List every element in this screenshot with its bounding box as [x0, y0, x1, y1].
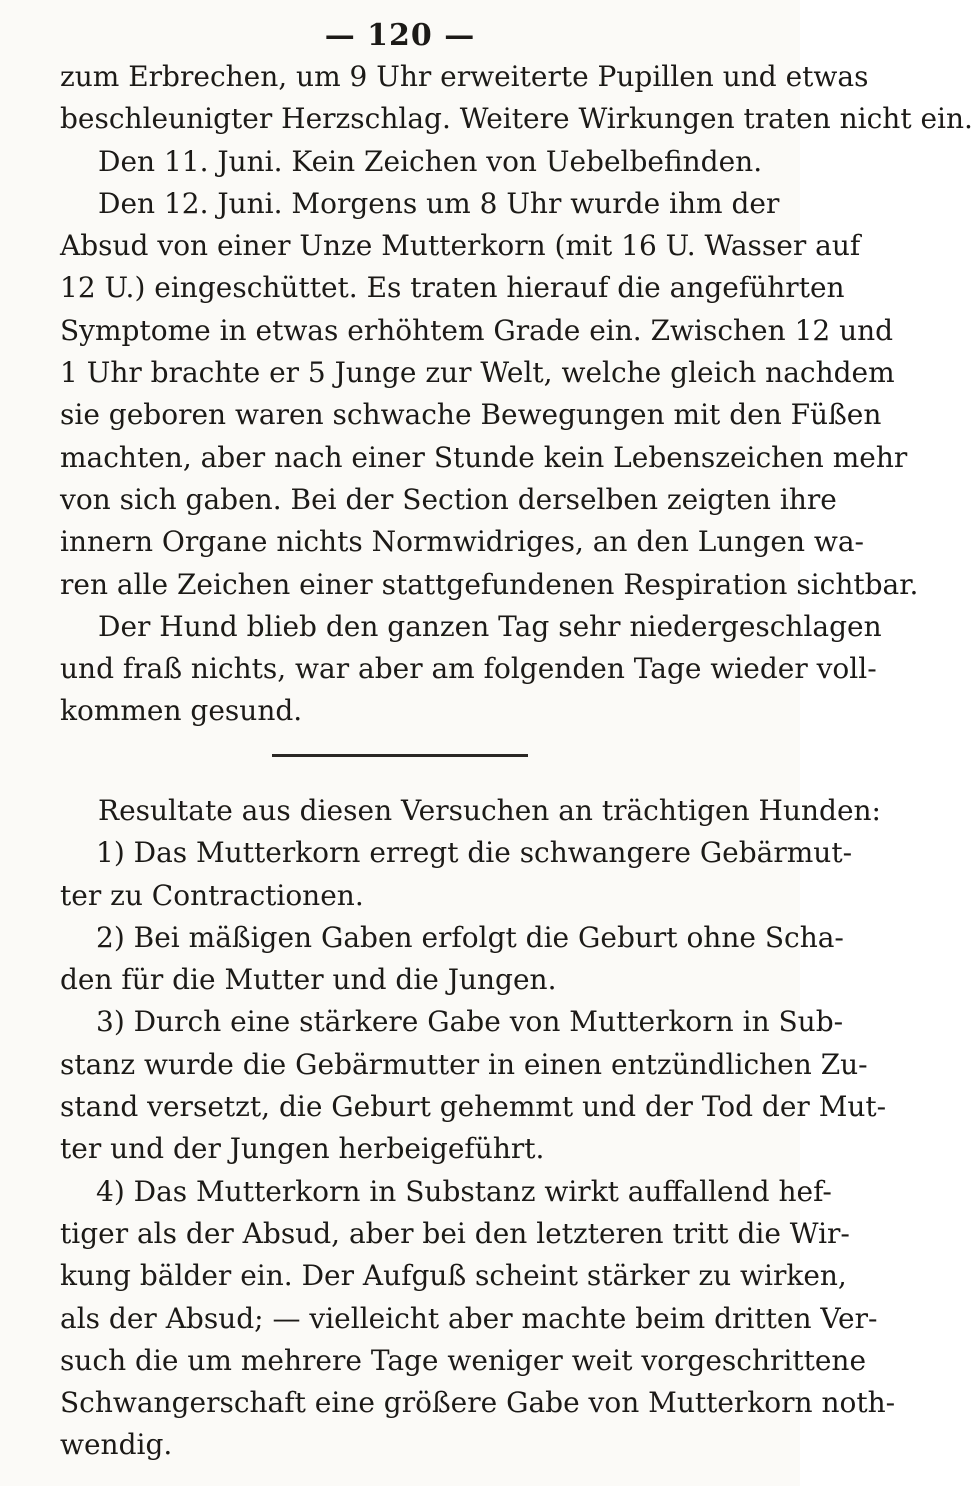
text-line: Der Hund blieb den ganzen Tag sehr niedergeschlagen	[98, 609, 882, 643]
text-line: ter und der Jungen herbeigeführt.	[60, 1132, 545, 1166]
text-line: Absud von einer Unze Mutterkorn (mit 16 U. Wasser auf	[60, 229, 861, 263]
results-heading: Resultate aus diesen Versuchen an trächtigen Hunden:	[98, 794, 881, 827]
text-line: 12 U.) eingeschüttet. Es traten hierauf die angeführten	[60, 271, 845, 305]
text-line: von sich gaben. Bei der Section derselben zeigten ihre	[60, 482, 837, 516]
section-divider	[272, 754, 528, 757]
text-line: kommen gesund.	[60, 694, 303, 728]
text-line: und fraß nichts, war aber am folgenden Tage wieder voll-	[60, 652, 877, 686]
text-line: Symptome in etwas erhöhtem Grade ein. Zwischen 12 und	[60, 313, 894, 347]
text-line: den für die Mutter und die Jungen.	[60, 963, 557, 997]
text-line: beschleunigter Herzschlag. Weitere Wirkungen traten nicht ein.	[60, 102, 973, 136]
text-line: such die um mehrere Tage weniger weit vorgeschrittene	[60, 1343, 867, 1377]
text-line: ren alle Zeichen einer stattgefundenen Respiration sichtbar.	[60, 567, 919, 601]
text-line: wendig.	[60, 1428, 173, 1462]
text-line: Den 12. Juni. Morgens um 8 Uhr wurde ihm der	[98, 186, 780, 220]
list-item: 1) Das Mutterkorn erregt die schwangere Gebärmut-	[96, 836, 853, 870]
text-line: tiger als der Absud, aber bei den letzteren tritt die Wir-	[60, 1216, 850, 1250]
list-item: 3) Durch eine stärkere Gabe von Mutterkorn in Sub-	[96, 1005, 844, 1039]
list-item: 4) Das Mutterkorn in Substanz wirkt auffallend hef-	[96, 1174, 832, 1208]
experiment-report	[60, 56, 973, 733]
text-line: Schwangerschaft eine größere Gabe von Mutterkorn noth-	[60, 1386, 896, 1420]
text-line: ter zu Contractionen.	[60, 878, 364, 912]
results-section	[60, 790, 896, 1467]
page-number: — 120 —	[324, 18, 476, 53]
text-line: innern Organe nichts Normwidriges, an den Lungen wa-	[60, 525, 865, 559]
text-line: zum Erbrechen, um 9 Uhr erweiterte Pupillen und etwas	[60, 60, 869, 93]
list-item: 2) Bei mäßigen Gaben erfolgt die Geburt ohne Scha-	[96, 920, 844, 954]
text-line: sie geboren waren schwache Bewegungen mit den Füßen	[60, 398, 882, 432]
text-line: stand versetzt, die Geburt gehemmt und der Tod der Mut-	[60, 1090, 887, 1124]
text-line: machten, aber nach einer Stunde kein Lebenszeichen mehr	[60, 440, 908, 474]
text-line: stanz wurde die Gebärmutter in einen entzündlichen Zu-	[60, 1047, 868, 1081]
text-line: Den 11. Juni. Kein Zeichen von Uebelbefinden.	[98, 144, 763, 178]
text-line: 1 Uhr brachte er 5 Junge zur Welt, welche gleich nachdem	[60, 356, 895, 390]
text-line: kung bälder ein. Der Aufguß scheint stärker zu wirken,	[60, 1259, 847, 1293]
text-line: als der Absud; — vielleicht aber machte beim dritten Ver-	[60, 1301, 878, 1335]
